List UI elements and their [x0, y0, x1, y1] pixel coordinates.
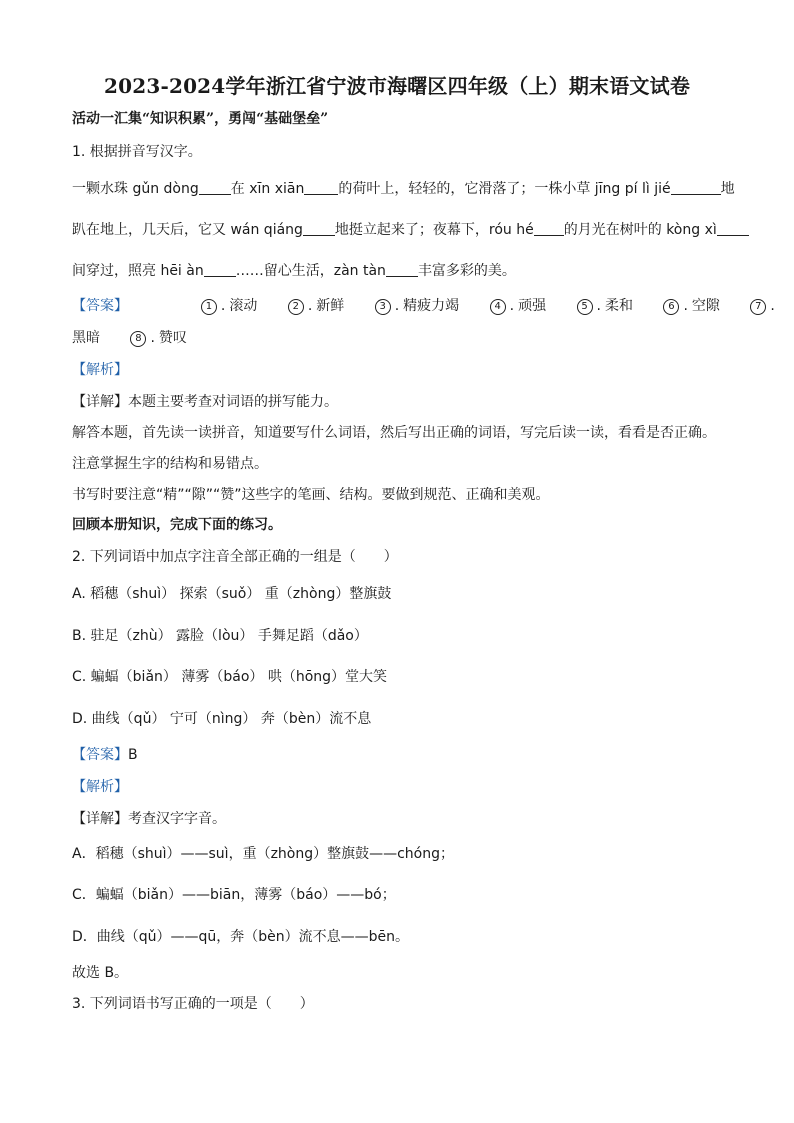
question-2-detail: 【详解】考查汉字字音。 — [72, 811, 226, 827]
answer-tag: 【答案】 — [72, 298, 128, 314]
question-2-explain-d: D．曲线（qǔ）——qū，奔（bèn）流不息——bēn。 — [72, 929, 410, 945]
analysis-tag: 【解析】 — [72, 362, 128, 378]
answer-item-4: 4 . 顽强 — [490, 297, 546, 315]
question-2-stem: 2. 下列词语中加点字注音全部正确的一组是（ ） — [72, 549, 398, 565]
question-1-line-3: 间穿过，照亮 hēi àn ……留心生活，zàn tàn 丰富多彩的美。 — [72, 263, 516, 279]
answer-item-1: 1 . 滚动 — [201, 297, 257, 315]
question-2-option-c: C. 蝙蝠（biǎn） 薄雾（báo） 哄（hōng）堂大笑 — [72, 669, 388, 685]
answer-blank — [671, 180, 721, 195]
answer-blank — [386, 262, 418, 277]
exam-title: 2023-2024学年浙江省宁波市海曙区四年级（上）期末语文试卷 — [103, 74, 691, 98]
answer-blank — [199, 180, 231, 195]
answer-blank — [304, 180, 338, 195]
question-1-stem: 1. 根据拼音写汉字。 — [72, 144, 202, 160]
answer-blank — [303, 221, 335, 236]
question-1-answer-line-2: 黑暗 8 . 赞叹 — [72, 330, 187, 346]
question-2-explain-c: C．蝙蝠（biǎn）——biān，薄雾（báo）——bó； — [72, 887, 396, 903]
question-1-detail-2: 解答本题，首先读一读拼音，知道要写什么词语，然后写出正确的词语，写完后读一读，看看是否正确。 — [72, 425, 716, 441]
section-heading-2: 回顾本册知识，完成下面的练习。 — [72, 517, 282, 533]
question-1-detail-3: 注意掌握生字的结构和易错点。 — [72, 456, 268, 472]
section-heading-1: 活动一汇集“知识积累”，勇闯“基础堡垒” — [72, 111, 329, 127]
answer-item-2: 2 . 新鲜 — [288, 297, 344, 315]
answer-item-7: 7 . — [750, 297, 774, 315]
answer-blank — [534, 221, 564, 236]
question-2-option-a: A. 稻穗（shuì） 探索（suǒ） 重（zhòng）整旗鼓 — [72, 586, 392, 602]
answer-blank — [204, 262, 236, 277]
answer-item-3: 3 . 精疲力竭 — [375, 297, 459, 315]
question-1-detail-4: 书写时要注意“精”“隙”“赞”这些字的笔画、结构。要做到规范、正确和美观。 — [72, 487, 550, 503]
question-2-answer: 【答案】B — [72, 747, 138, 763]
question-1-line-1: 一颗水珠 gǔn dòng 在 xīn xiān 的荷叶上，轻轻的，它滑落了；一株小草 jīng pí lì jié 地 — [72, 181, 735, 197]
question-1-line-2: 趴在地上，几天后，它又 wán qiáng 地挺立起来了；夜幕下，róu hé 的月光在树叶的 kòng xì — [72, 221, 749, 239]
question-2-option-b: B. 驻足（zhù） 露脸（lòu） 手舞足蹈（dǎo） — [72, 628, 368, 644]
question-1-answer — [72, 297, 775, 315]
answer-item-6: 6 . 空隙 — [663, 297, 719, 315]
analysis-tag-2: 【解析】 — [72, 779, 128, 795]
question-2-option-d: D. 曲线（qǔ） 宁可（nìng） 奔（bèn）流不息 — [72, 711, 372, 727]
answer-item-5: 5 . 柔和 — [577, 297, 633, 315]
answer-blank — [717, 221, 749, 236]
question-2-explain-a: A．稻穗（shuì）——suì，重（zhòng）整旗鼓——chóng； — [72, 846, 455, 862]
question-1-detail: 【详解】本题主要考查对词语的拼写能力。 — [72, 394, 338, 410]
question-3-stem: 3. 下列词语书写正确的一项是（ ） — [72, 996, 314, 1012]
question-2-conclusion: 故选 B。 — [72, 965, 129, 981]
